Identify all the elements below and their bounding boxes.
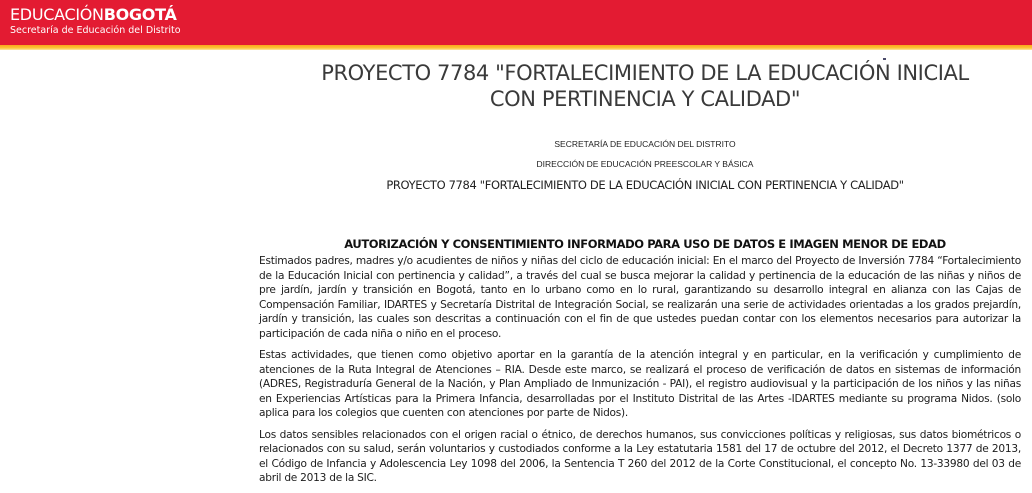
logo-subtitle: Secretaría de Educación del Distrito <box>10 25 181 36</box>
document-title <box>258 60 1032 112</box>
sub-heading-secretaria: SECRETARÍA DE EDUCACIÓN DEL DISTRITO <box>554 139 736 149</box>
logo-word-educacion: EDUCACIÓN <box>10 5 104 24</box>
logo-wordmark <box>10 6 181 24</box>
paragraph-activities: Estas actividades, que tienen como objetivo aportar en la garantía de la atención integral y en particular, en la verificación y cumplimiento de atenciones de la Ruta Integral de Atenciones – RIA. Desde este marco, se realizará el proceso de verificación de datos en sistemas de información (ADRES, Registraduría General de la Nación, y Plan Ampliado de Inmunización - PAI), el registro audiovisual y la participación de los niños y las niñas en Experiencias Artísticas para la Primera Infancia, desarrolladas por el Instituto Distrital de las Artes -IDARTES mediante su programa Nidos. (solo aplica para los colegios que cuenten con atenciones por parte de Nidos). <box>259 349 1021 419</box>
educacion-bogota-logo[interactable] <box>10 6 181 37</box>
logo-word-bogota: BOGOTÁ <box>103 5 177 24</box>
document-title-line-1: PROYECTO 7784 "FORTALECIMIENTO DE LA EDUCACIÓN INICIAL <box>321 61 969 85</box>
section-title: AUTORIZACIÓN Y CONSENTIMIENTO INFORMADO PARA USO DE DATOS E IMAGEN MENOR DE EDAD <box>344 237 946 251</box>
sub-heading-direccion: DIRECCIÓN DE EDUCACIÓN PREESCOLAR Y BÁSICA <box>536 159 754 169</box>
paragraph-intro: Estimados padres, madres y/o acudientes de niños y niñas del ciclo de educación inicial: En el marco del Proyecto de Inversión 7784 “Fortalecimiento de la Educación Inicial con pertinencia y calidad”, a través del cual se busca mejorar la calidad y pertinencia de la educación de las niñas y niños de pre jardín, jardín y transición en Bogotá, tanto en lo urbano como en lo rural, garantizando su desarrollo integral en alianza con las Cajas de Compensación Familiar, IDARTES y Secretaría Distrital de Integración Social, se realizarán una serie de actividades orientadas a los grados prejardín, jardín y transición, las cuales son descritas a continuación con el fin de que ustedes puedan contar con los elementos necesarios para autorizar la participación de cada niña o niño en el proceso. <box>259 255 1021 340</box>
document-body <box>259 254 1021 493</box>
document-title-line-2: CON PERTINENCIA Y CALIDAD" <box>489 87 801 111</box>
sub-heading-proyecto: PROYECTO 7784 "FORTALECIMIENTO DE LA EDUCACIÓN INICIAL CON PERTINENCIA Y CALIDAD" <box>386 178 904 192</box>
header-bar <box>0 0 1032 45</box>
paragraph-sensitive-data: Los datos sensibles relacionados con el origen racial o étnico, de derechos humanos, sus convicciones políticas y religiosas, sus datos biométricos o relacionados con su salud, serán voluntarios y custodiados conforme a la Ley estatutaria 1581 del 17 de octubre del 2012, el Decreto 1377 de 2013, el Código de Infancia y Adolescencia Ley 1098 del 2006, la Sentencia T 260 del 2012 de la Corte Constitucional, el concepto No. 13-33980 del 03 de abril de 2013 de la SIC. <box>259 428 1021 484</box>
header-accent-stripe <box>0 45 1032 50</box>
